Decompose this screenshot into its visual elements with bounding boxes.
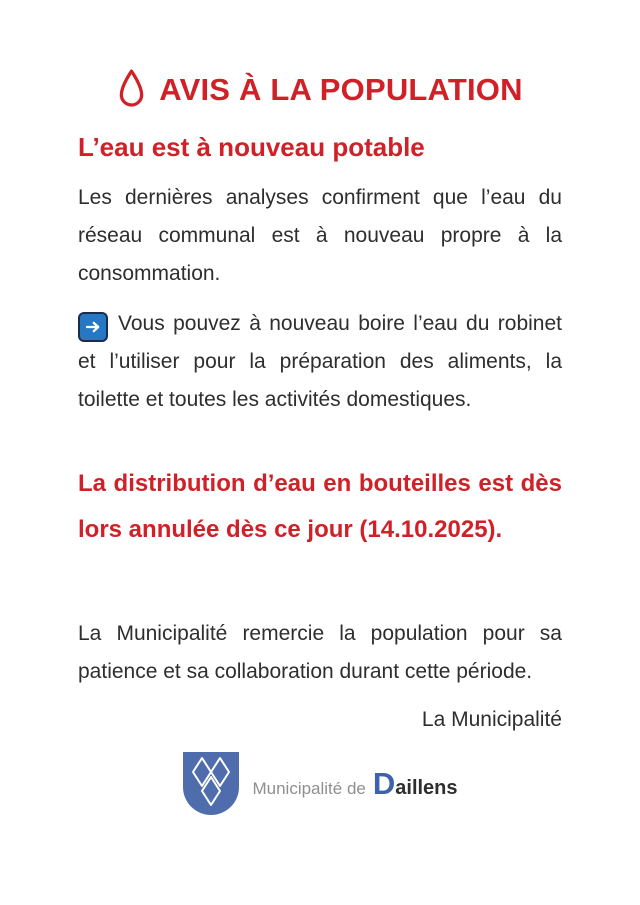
logo-prefix: Municipalité de bbox=[252, 779, 366, 798]
shield-icon bbox=[182, 751, 240, 817]
paragraph-analyses: Les dernières analyses confirment que l’eau du réseau communal est à nouveau propre à la consommation. bbox=[78, 186, 562, 285]
logo-initial-d: D bbox=[372, 766, 396, 801]
municipality-logo bbox=[78, 751, 562, 817]
right-arrow-icon bbox=[78, 312, 108, 342]
signature: La Municipalité bbox=[421, 708, 562, 731]
paragraph-distribution-annulee: La distribution d’eau en bouteilles est dès lors annulée dès ce jour (14.10.2025). bbox=[78, 470, 562, 543]
notice-subtitle: L’eau est à nouveau potable bbox=[78, 132, 425, 162]
paragraph-robinet-text: Vous pouvez à nouveau boire l’eau du robinet et l’utiliser pour la préparation des aliments, la toilette et toutes les activités domestiques. bbox=[78, 312, 562, 411]
paragraph-robinet bbox=[78, 305, 562, 419]
water-drop-icon bbox=[117, 68, 146, 111]
page-title: AVIS À LA POPULATION bbox=[159, 71, 523, 107]
paragraph-remerciement: La Municipalité remercie la population pour sa patience et sa collaboration durant cette période. bbox=[78, 622, 562, 683]
notice-header bbox=[78, 68, 562, 111]
logo-name-rest: aillens bbox=[395, 777, 458, 799]
logo-wordmark bbox=[252, 768, 457, 800]
